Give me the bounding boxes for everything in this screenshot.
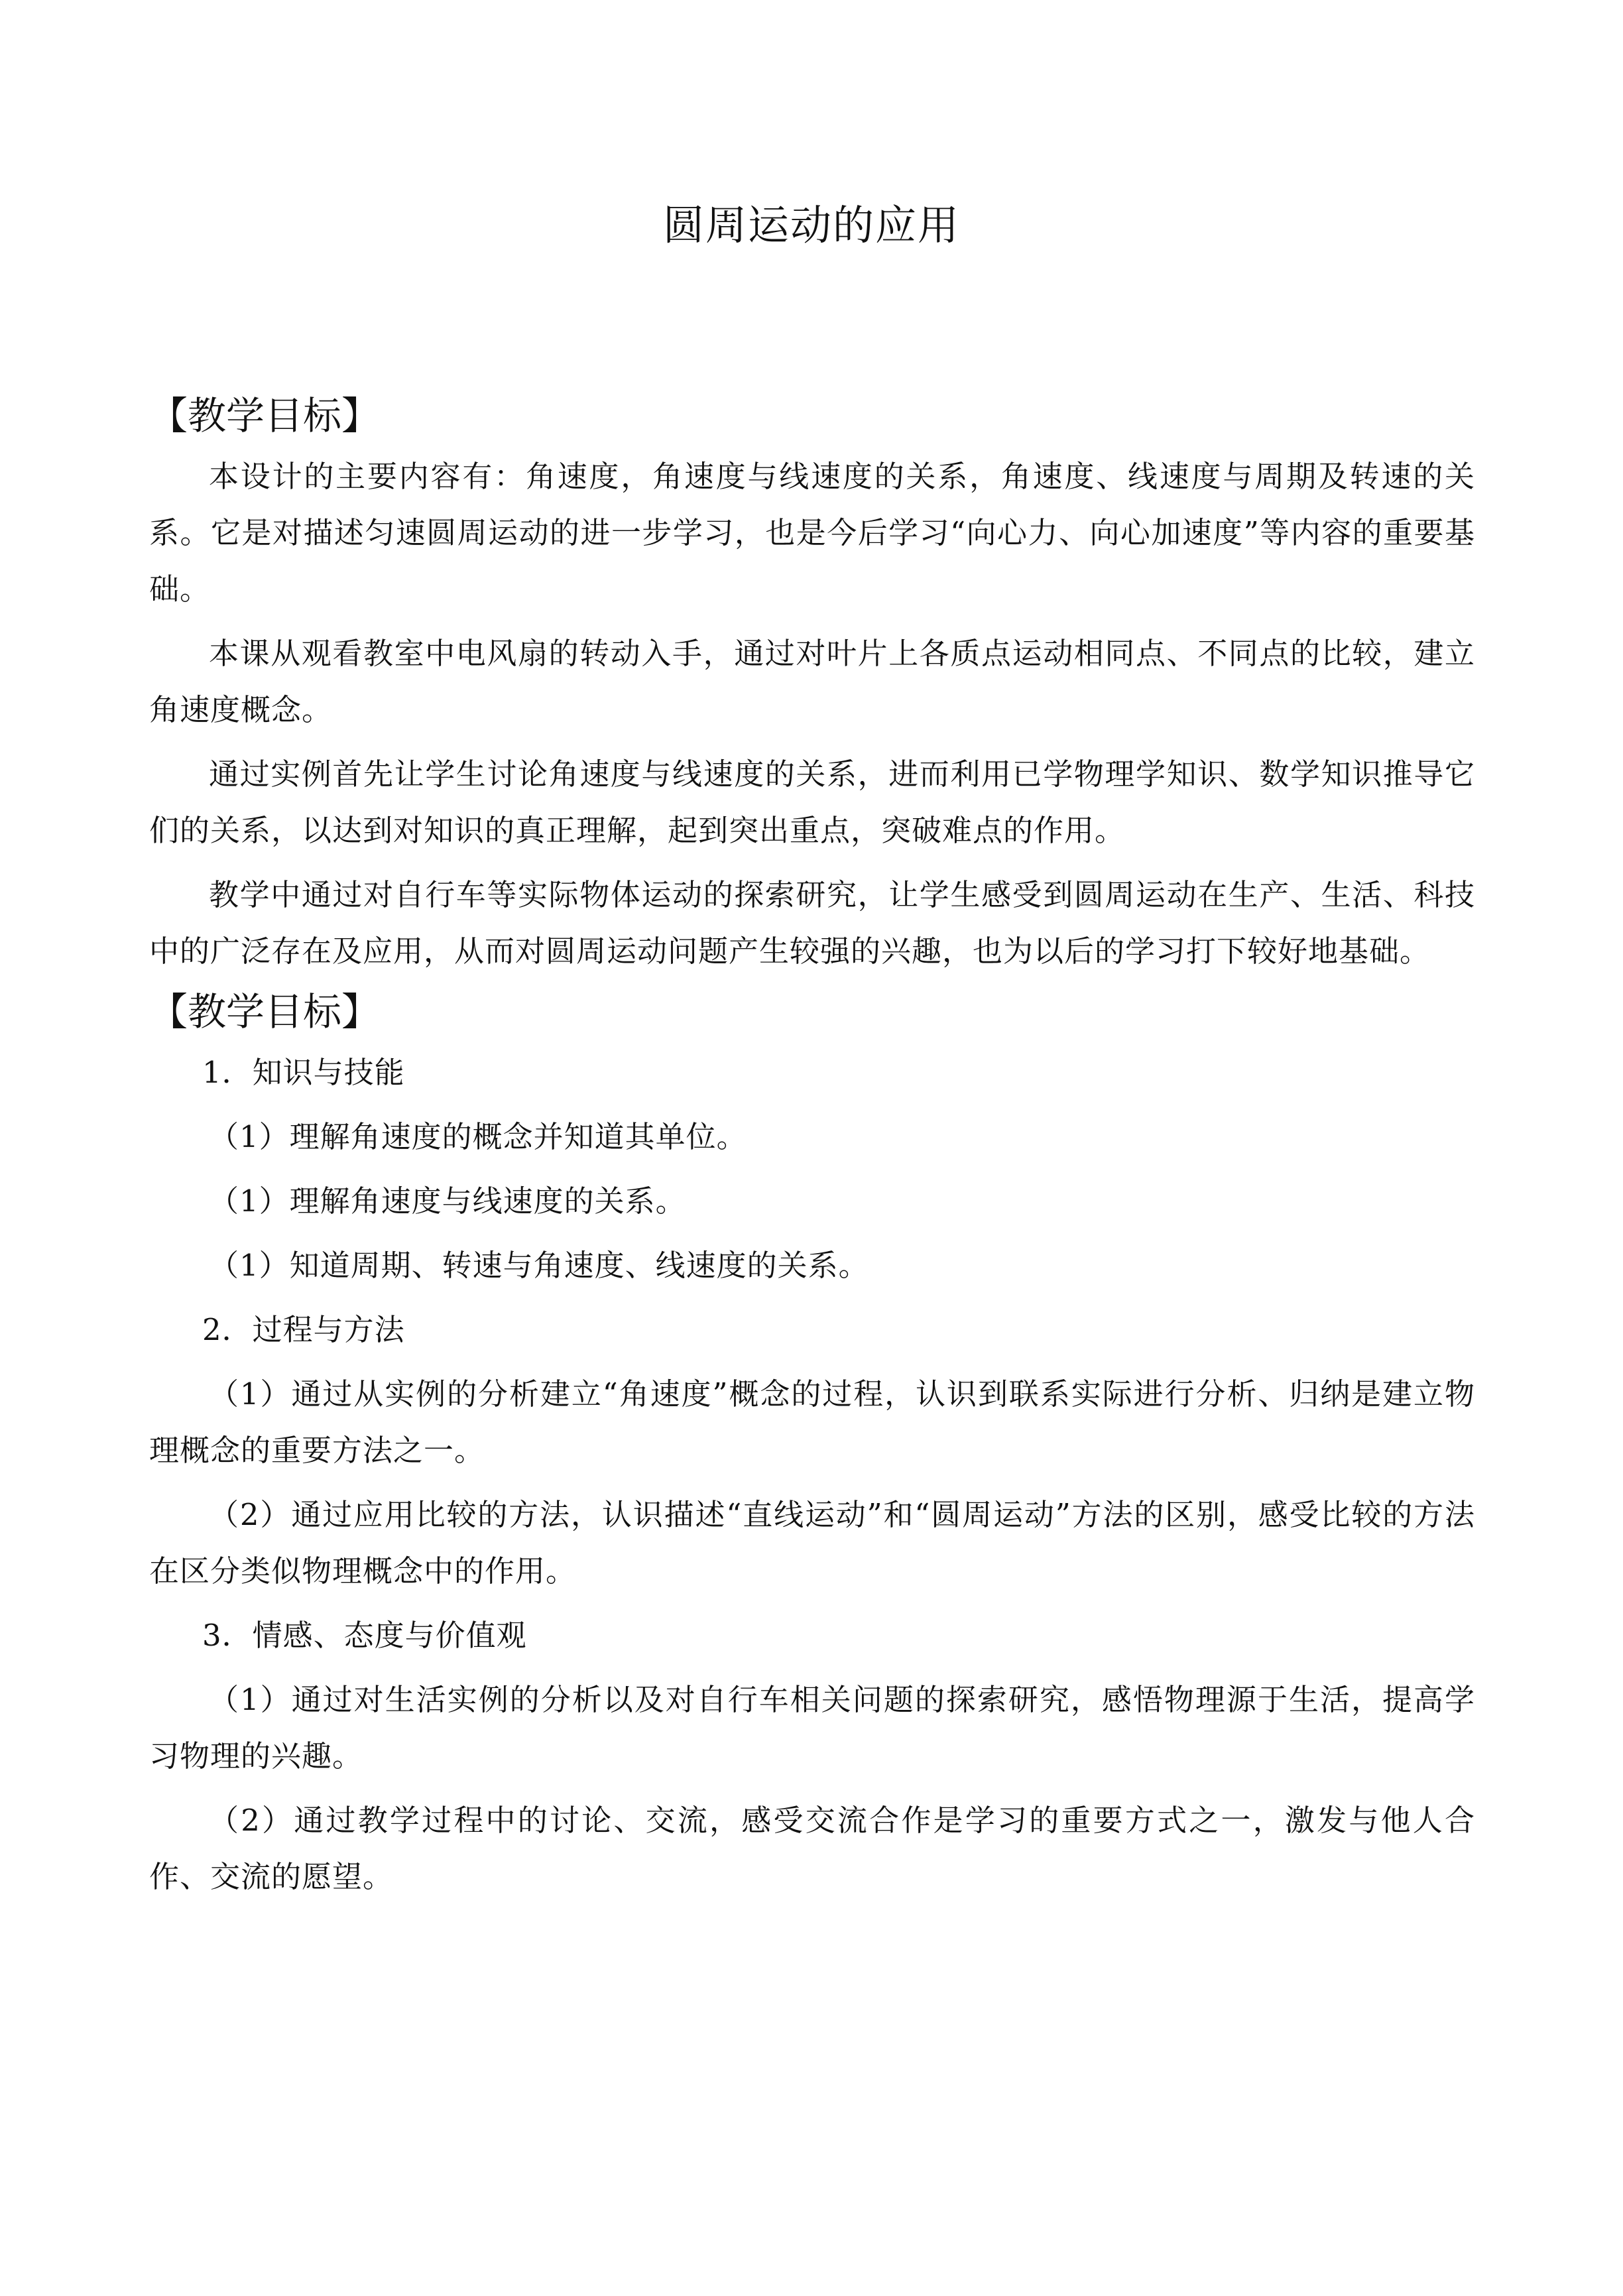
list-item: （1）理解角速度的概念并知道其单位。 (209, 1119, 747, 1154)
list-item: （2）通过教学过程中的讨论、交流，感受交流合作是学习的重要方式之一，激发与他人合作、交流的愿望。 (149, 1803, 1475, 1894)
paragraph: 本课从观看教室中电风扇的转动入手，通过对叶片上各质点运动相同点、不同点的比较，建立角速度概念。 (149, 636, 1475, 727)
list-item: （1）知道周期、转速与角速度、线速度的关系。 (209, 1248, 869, 1283)
list-item: （1）理解角速度与线速度的关系。 (209, 1183, 686, 1219)
document-title: 圆周运动的应用 (662, 201, 960, 249)
paragraph: 教学中通过对自行车等实际物体运动的探索研究，让学生感受到圆周运动在生产、生活、科技中的广泛存在及应用，从而对圆周运动问题产生较强的兴趣，也为以后的学习打下较好地基础。 (149, 877, 1475, 969)
paragraph: 通过实例首先让学生讨论角速度与线速度的关系，进而利用已学物理学知识、数学知识推导它们的关系，以达到对知识的真正理解，起到突出重点，突破难点的作用。 (149, 756, 1475, 848)
list-item: （1）通过对生活实例的分析以及对自行车相关问题的探索研究，感悟物理源于生活，提高学习物理的兴趣。 (149, 1682, 1475, 1774)
list-item: （2）通过应用比较的方法，认识描述“直线运动”和“圆周运动”方法的区别，感受比较的方法在区分类似物理概念中的作用。 (149, 1497, 1475, 1589)
section-heading-teaching-goals-1: 【教学目标】 (149, 393, 381, 438)
paragraph: 本设计的主要内容有：角速度，角速度与线速度的关系，角速度、线速度与周期及转速的关系。它是对描述匀速圆周运动的进一步学习，也是今后学习“向心力、向心加速度”等内容的重要基础。 (149, 459, 1475, 607)
subsection-title: 2．过程与方法 (202, 1312, 405, 1347)
subsection-title: 1．知识与技能 (202, 1055, 405, 1090)
subsection-title: 3．情感、态度与价值观 (202, 1618, 527, 1653)
document-body (149, 391, 1475, 1913)
section-heading-teaching-goals-2: 【教学目标】 (149, 989, 381, 1034)
list-item: （1）通过从实例的分析建立“角速度”概念的过程，认识到联系实际进行分析、归纳是建立物理概念的重要方法之一。 (149, 1376, 1475, 1468)
